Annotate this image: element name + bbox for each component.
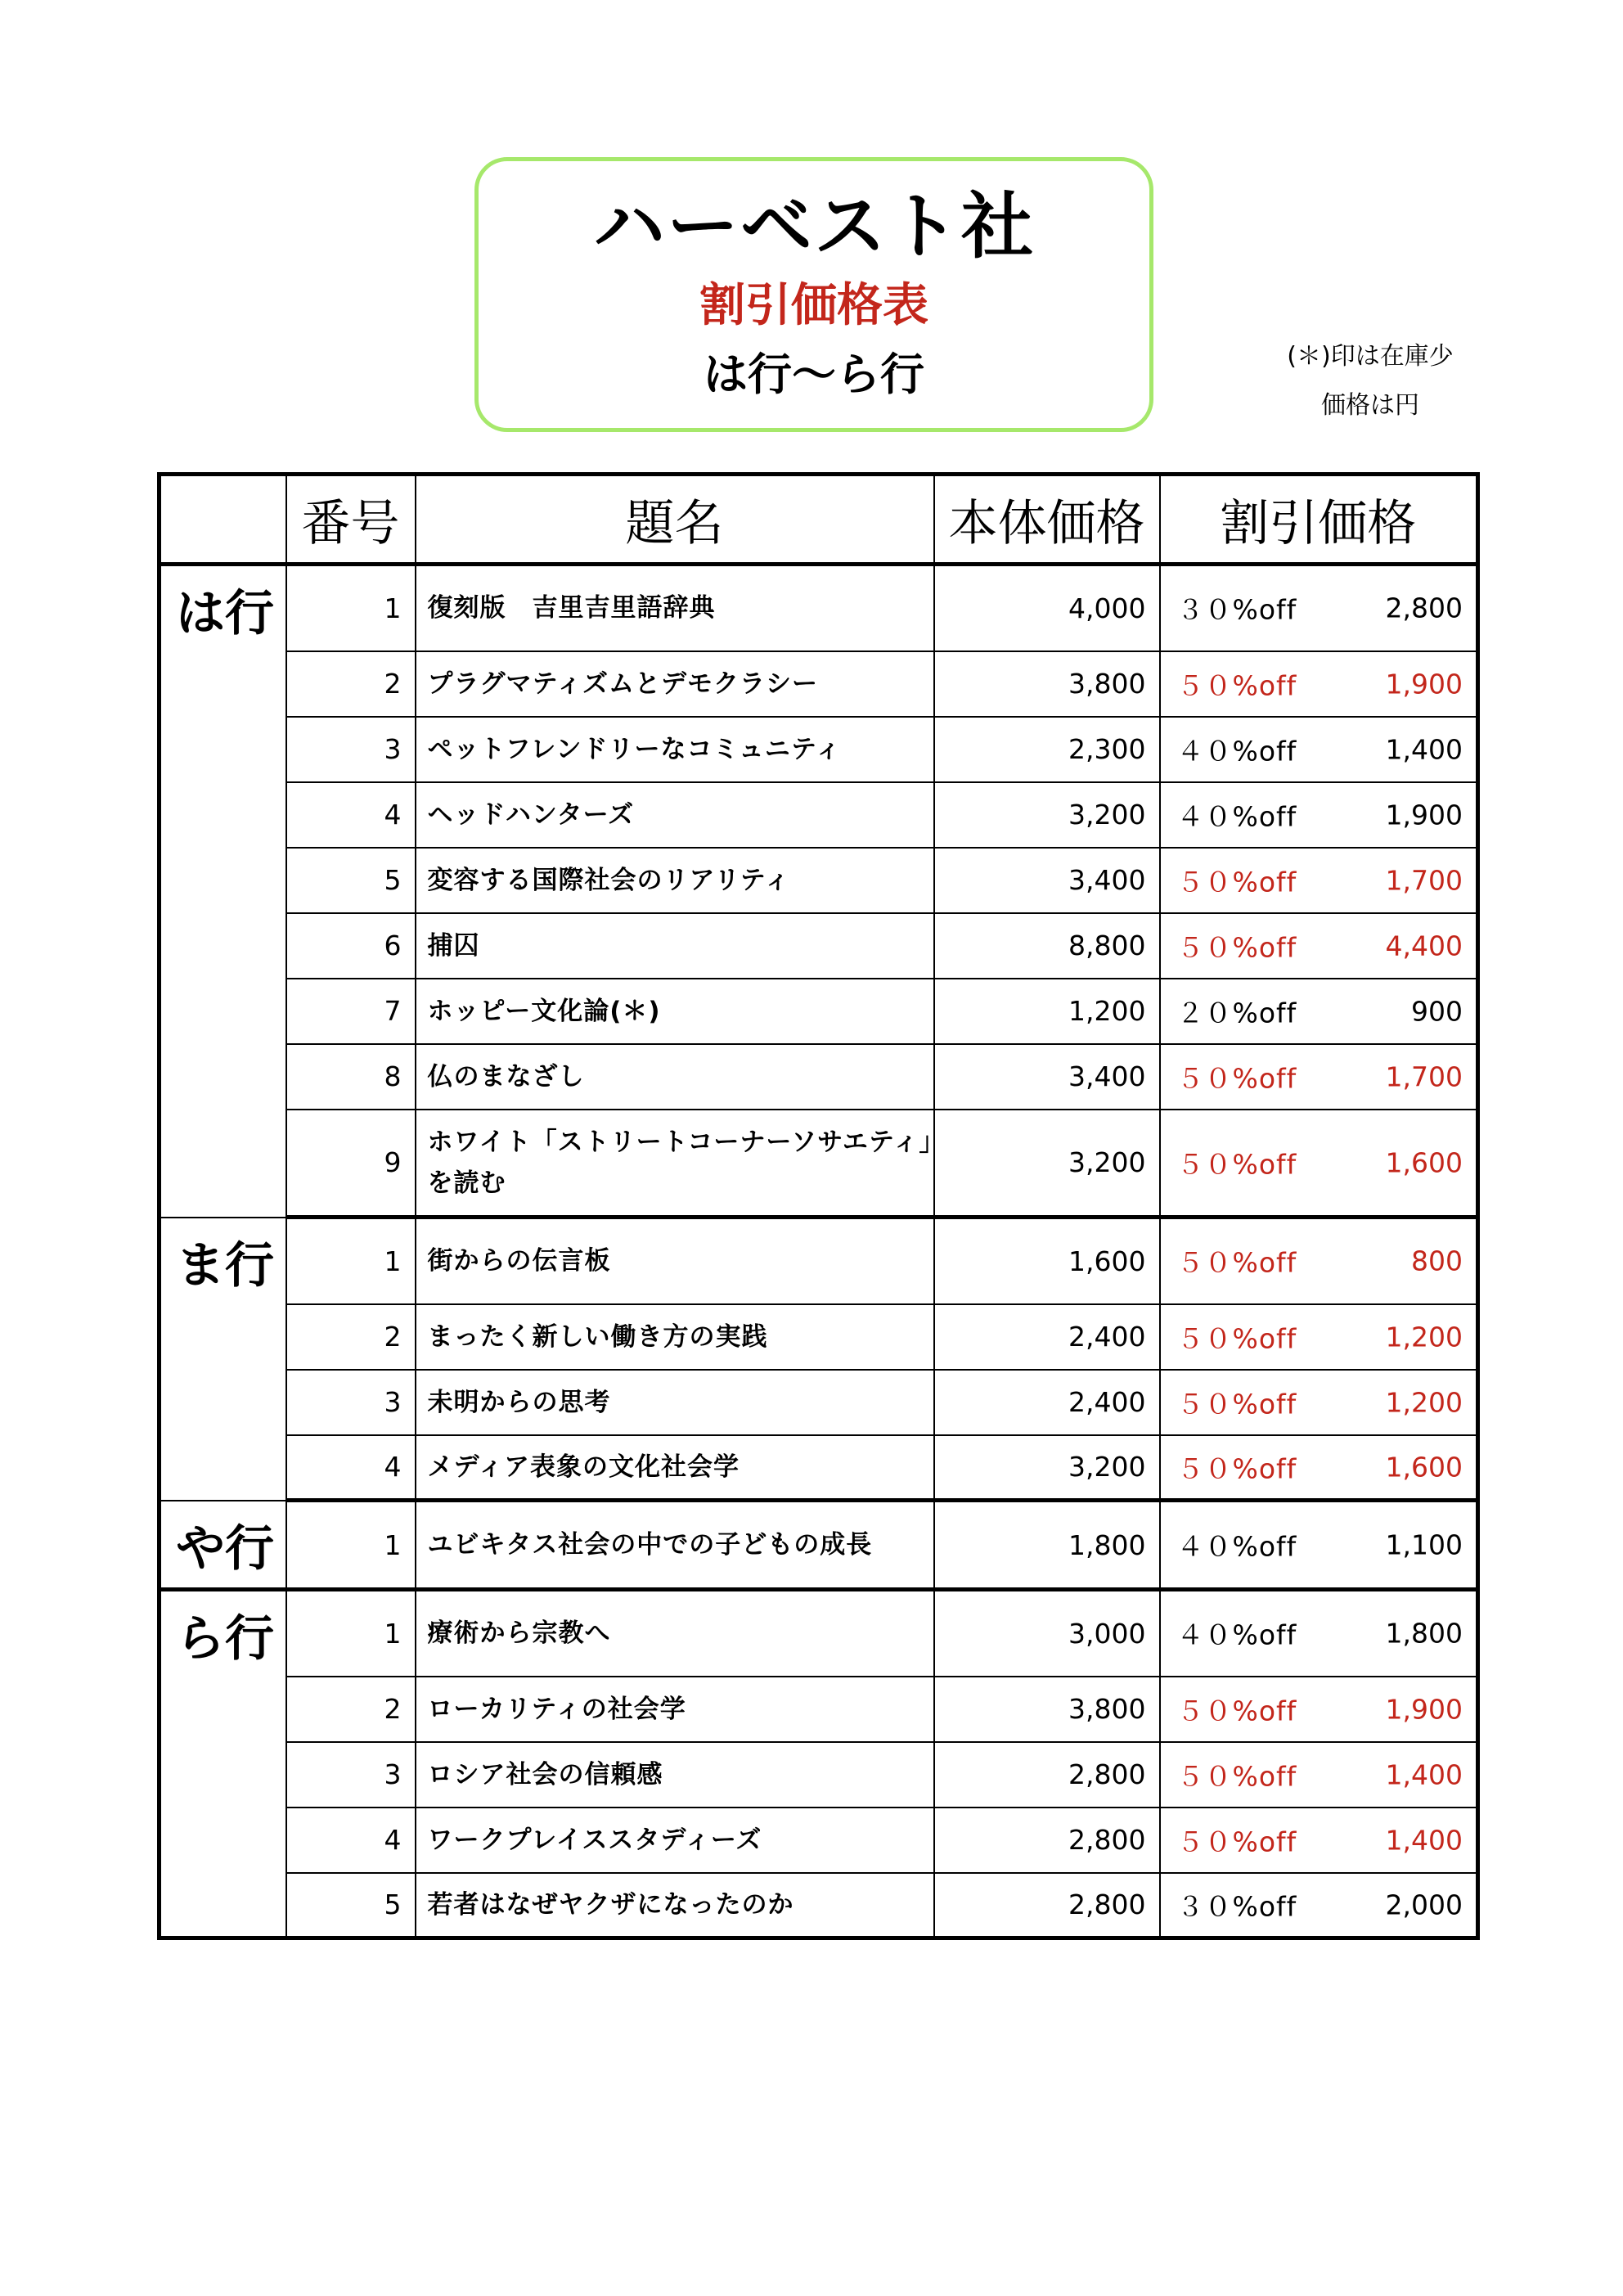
discount-cell — [1160, 782, 1478, 848]
item-number: 2 — [286, 1304, 416, 1370]
list-price: 2,400 — [934, 1370, 1160, 1435]
book-title: メディア表象の文化社会学 — [416, 1435, 934, 1501]
item-number: 1 — [286, 1501, 416, 1590]
table-row — [160, 1677, 1478, 1742]
discount-cell — [1160, 1218, 1478, 1304]
discount-rate: ４０%off — [1176, 800, 1297, 832]
discount-rate: ５０%off — [1176, 669, 1297, 701]
discount-rate: ５０%off — [1176, 1388, 1297, 1420]
item-number: 8 — [286, 1044, 416, 1110]
discount-rate: ５０%off — [1176, 1452, 1297, 1485]
book-title: 変容する国際社会のリアリティ — [416, 848, 934, 913]
item-number: 2 — [286, 1677, 416, 1742]
stock-note: (＊)印は在庫少 — [1287, 342, 1454, 371]
company-name: ハーベスト社 — [592, 184, 1035, 268]
discounted-price: 1,900 — [1385, 799, 1463, 831]
unit-note: 価格は円 — [1321, 391, 1419, 420]
discount-rate: ５０%off — [1176, 1826, 1297, 1857]
list-price: 8,800 — [934, 913, 1160, 979]
discounted-price: 1,700 — [1385, 1060, 1463, 1092]
item-number: 9 — [286, 1110, 416, 1218]
item-number: 4 — [286, 782, 416, 848]
group-label: ら行 — [160, 1590, 286, 1938]
kana-range: は行〜ら行 — [704, 349, 924, 400]
list-price: 3,000 — [934, 1590, 1160, 1677]
book-title: 街からの伝言板 — [416, 1218, 934, 1304]
list-price: 3,400 — [934, 848, 1160, 913]
group-label: は行 — [160, 565, 286, 1218]
price-table — [157, 472, 1480, 1940]
table-row — [160, 848, 1478, 913]
discount-cell — [1160, 565, 1478, 651]
item-number: 1 — [286, 1590, 416, 1677]
discounted-price: 1,600 — [1385, 1146, 1463, 1179]
list-price: 1,200 — [934, 979, 1160, 1044]
table-row — [160, 717, 1478, 782]
discount-cell — [1160, 979, 1478, 1044]
table-row — [160, 1742, 1478, 1808]
discount-rate: ５０%off — [1176, 1148, 1297, 1181]
discounted-price: 1,400 — [1385, 733, 1463, 765]
discount-rate: ５０%off — [1176, 1062, 1297, 1094]
list-price: 2,800 — [934, 1808, 1160, 1873]
discount-rate: ４０%off — [1176, 1530, 1297, 1563]
discount-rate: ２０%off — [1176, 997, 1297, 1029]
discounted-price: 1,900 — [1385, 668, 1463, 700]
book-title: ワークプレイススタディーズ — [416, 1808, 934, 1873]
item-number: 5 — [286, 1873, 416, 1938]
discounted-price: 800 — [1411, 1245, 1463, 1277]
table-row — [160, 1370, 1478, 1435]
table-row — [160, 913, 1478, 979]
discounted-price: 1,400 — [1385, 1824, 1463, 1856]
header-discount-price: 割引価格 — [1160, 475, 1478, 565]
item-number: 3 — [286, 1742, 416, 1808]
discounted-price: 1,800 — [1385, 1617, 1463, 1650]
list-price: 3,800 — [934, 1677, 1160, 1742]
discount-cell — [1160, 848, 1478, 913]
group-label: ま行 — [160, 1218, 286, 1501]
item-number: 1 — [286, 1218, 416, 1304]
discount-rate: ５０%off — [1176, 931, 1297, 963]
item-number: 4 — [286, 1435, 416, 1501]
list-price: 3,200 — [934, 1435, 1160, 1501]
header-row — [160, 475, 1478, 565]
discounted-price: 1,100 — [1385, 1528, 1463, 1561]
book-title: 療術から宗教へ — [416, 1590, 934, 1677]
discounted-price: 1,200 — [1385, 1321, 1463, 1353]
book-title: ホッピー文化論(＊) — [416, 979, 934, 1044]
discount-cell — [1160, 1044, 1478, 1110]
table-row — [160, 1590, 1478, 1677]
discounted-price: 1,200 — [1385, 1386, 1463, 1418]
discount-rate: ５０%off — [1176, 866, 1297, 898]
book-title: ホワイト「ストリートコーナーソサエティ」を読む — [416, 1110, 934, 1218]
book-title: プラグマティズムとデモクラシー — [416, 651, 934, 717]
item-number: 3 — [286, 717, 416, 782]
item-number: 6 — [286, 913, 416, 979]
discount-cell — [1160, 1873, 1478, 1938]
discount-cell — [1160, 1370, 1478, 1435]
discount-rate: ４０%off — [1176, 735, 1297, 767]
item-number: 3 — [286, 1370, 416, 1435]
list-price: 2,800 — [934, 1742, 1160, 1808]
discount-cell — [1160, 651, 1478, 717]
book-title: 未明からの思考 — [416, 1370, 934, 1435]
item-number: 1 — [286, 565, 416, 651]
book-title: ヘッドハンターズ — [416, 782, 934, 848]
table-row — [160, 1110, 1478, 1218]
discount-rate: ４０%off — [1176, 1618, 1297, 1651]
table-body — [160, 565, 1478, 1938]
list-price: 1,800 — [934, 1501, 1160, 1590]
title-box — [474, 157, 1153, 432]
discount-cell — [1160, 1435, 1478, 1501]
discount-cell — [1160, 1110, 1478, 1218]
discounted-price: 1,600 — [1385, 1451, 1463, 1483]
book-title: 若者はなぜヤクザになったのか — [416, 1873, 934, 1938]
item-number: 5 — [286, 848, 416, 913]
discount-cell — [1160, 717, 1478, 782]
discount-rate: ５０%off — [1176, 1322, 1297, 1354]
table-row — [160, 1873, 1478, 1938]
discount-rate: ３０%off — [1176, 593, 1297, 626]
table-row — [160, 1808, 1478, 1873]
discounted-price: 2,000 — [1385, 1889, 1463, 1921]
book-title: ペットフレンドリーなコミュニティ — [416, 717, 934, 782]
book-title: 仏のまなざし — [416, 1044, 934, 1110]
discounted-price: 2,800 — [1385, 592, 1463, 624]
discount-rate: ５０%off — [1176, 1246, 1297, 1279]
item-number: 2 — [286, 651, 416, 717]
book-title: ユビキタス社会の中での子どもの成長 — [416, 1501, 934, 1590]
discount-cell — [1160, 1304, 1478, 1370]
discounted-price: 1,700 — [1385, 864, 1463, 896]
table-row — [160, 782, 1478, 848]
book-title: まったく新しい働き方の実践 — [416, 1304, 934, 1370]
header-list-price: 本体価格 — [934, 475, 1160, 565]
list-price: 1,600 — [934, 1218, 1160, 1304]
price-list-title: 割引価格表 — [699, 279, 928, 332]
discount-cell — [1160, 1808, 1478, 1873]
item-number: 7 — [286, 979, 416, 1044]
book-title: ローカリティの社会学 — [416, 1677, 934, 1742]
discount-cell — [1160, 1677, 1478, 1742]
list-price: 3,800 — [934, 651, 1160, 717]
list-price: 3,200 — [934, 782, 1160, 848]
discount-cell — [1160, 1742, 1478, 1808]
table-row — [160, 1501, 1478, 1590]
table-row — [160, 979, 1478, 1044]
list-price: 2,300 — [934, 717, 1160, 782]
item-number: 4 — [286, 1808, 416, 1873]
list-price: 2,800 — [934, 1873, 1160, 1938]
table-row — [160, 1218, 1478, 1304]
discount-cell — [1160, 1501, 1478, 1590]
table-row — [160, 565, 1478, 651]
header-group — [160, 475, 286, 565]
discount-rate: ３０%off — [1176, 1890, 1297, 1923]
discount-rate: ５０%off — [1176, 1760, 1297, 1792]
discounted-price: 1,900 — [1385, 1693, 1463, 1725]
discounted-price: 1,400 — [1385, 1758, 1463, 1790]
list-price: 3,200 — [934, 1110, 1160, 1218]
table-row — [160, 651, 1478, 717]
header-number: 番号 — [286, 475, 416, 565]
book-title: 復刻版 吉里吉里語辞典 — [416, 565, 934, 651]
table-row — [160, 1304, 1478, 1370]
table-row — [160, 1435, 1478, 1501]
table-row — [160, 1044, 1478, 1110]
list-price: 3,400 — [934, 1044, 1160, 1110]
book-title: 捕囚 — [416, 913, 934, 979]
header-title: 題名 — [416, 475, 934, 565]
book-title: ロシア社会の信頼感 — [416, 1742, 934, 1808]
discount-cell — [1160, 913, 1478, 979]
discounted-price: 900 — [1411, 995, 1463, 1027]
discount-rate: ５０%off — [1176, 1695, 1297, 1727]
list-price: 4,000 — [934, 565, 1160, 651]
discount-cell — [1160, 1590, 1478, 1677]
group-label: や行 — [160, 1501, 286, 1590]
list-price: 2,400 — [934, 1304, 1160, 1370]
discounted-price: 4,400 — [1385, 930, 1463, 961]
